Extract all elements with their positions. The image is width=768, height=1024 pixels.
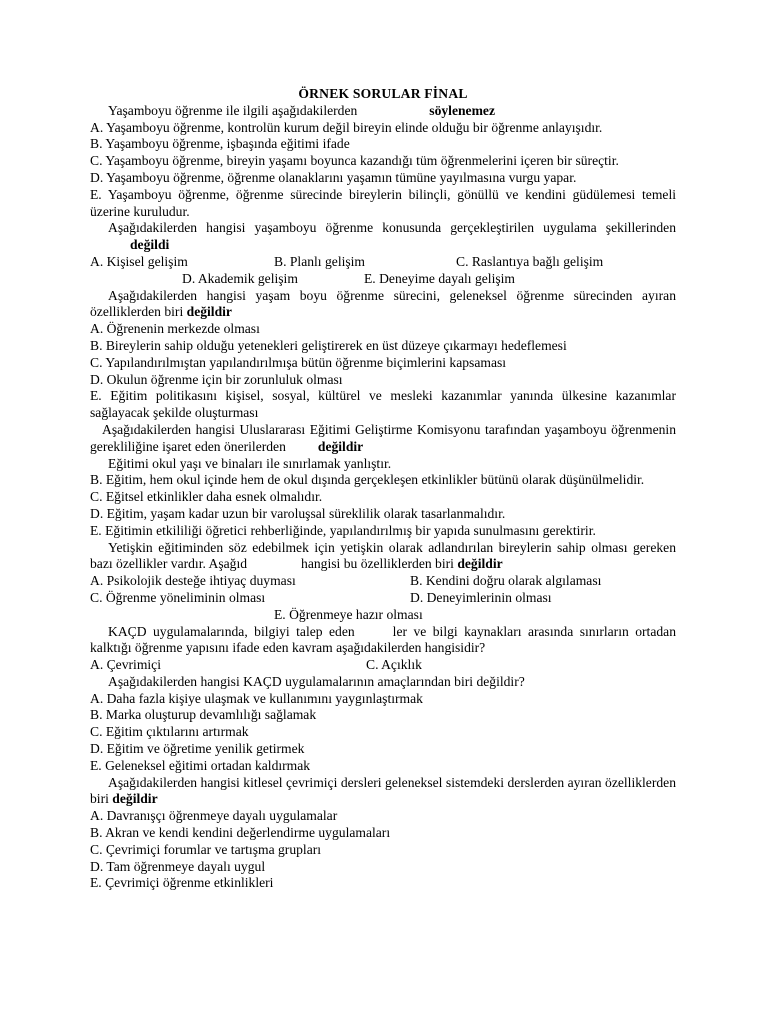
question-stem: Aşağıdakilerden hangisi yaşamboyu öğrenme konusunda gerçekleştirilen uygulama şekillerindendeğildi (108, 220, 676, 253)
question-5 (90, 540, 676, 624)
options-row (90, 573, 676, 590)
document-page (90, 86, 676, 892)
option: C. Çevrimiçi forumlar ve tartışma grupları (90, 841, 322, 857)
option: B. Planlı gelişim (274, 253, 366, 269)
option: C. Raslantıya bağlı gelişim (456, 253, 604, 269)
option: A. Yaşamboyu öğrenme, kontrolün kurum değil bireyin elinde olduğu bir öğrenme anlayışıdır. (90, 119, 603, 135)
option: C. Yapılandırılmıştan yapılandırılmışa bütün öğrenme biçimlerini kapsaması (90, 354, 507, 370)
option: Eğitimi okul yaşı ve binaları ile sınırlamak yanlıştır. (108, 455, 392, 471)
option: D. Deneyimlerinin olması (410, 589, 552, 605)
question-6 (90, 624, 676, 674)
option: C. Yaşamboyu öğrenme, bireyin yaşamı boyunca kazandığı tüm öğrenmelerini içeren bir süreçtir. (90, 153, 619, 169)
option: C. Eğitim çıktılarını artırmak (90, 724, 249, 740)
question-stem: KAÇD uygulamalarında, bilgiyi talep eden ler ve bilgi kaynakları arasında sınırların ortadan kalktığı öğrenme yapısını ifade eden kavram aşağıdakilerden hangisidir? (90, 623, 676, 656)
option: D. Okulun öğrenme için bir zorunluluk olması (90, 371, 343, 387)
option: B. Kendini doğru olarak algılaması (410, 573, 602, 589)
question-2 (90, 220, 676, 287)
question-1 (90, 103, 676, 221)
option: D. Eğitim, yaşam kadar uzun bir varoluşsal süreklilik olarak tasarlanmalıdır. (90, 505, 506, 521)
option: D. Akademik gelişim (182, 270, 298, 286)
option: E. Öğrenmeye hazır olması (274, 606, 423, 622)
option: E. Çevrimiçi öğrenme etkinlikleri (90, 875, 274, 891)
option: E. Geleneksel eğitimi ortadan kaldırmak (90, 757, 311, 773)
question-stem: Yetişkin eğitiminden söz edebilmek için yetişkin olarak adlandırılan bireylerin sahip olması gereken bazı özellikler vardır. Aşağıd hangisi bu özelliklerden biri değildir (90, 539, 676, 572)
option: B. Bireylerin sahip olduğu yetenekleri geliştirerek en üst düzeye çıkarmayı hedeflemesi (90, 337, 567, 353)
question-8 (90, 775, 676, 893)
question-4 (90, 422, 676, 540)
options-row (90, 607, 676, 624)
option: E. Eğitimin etkililiği öğretici rehberliğinde, yapılandırılmış bir yapıda sunulmasını gerektirir. (90, 522, 596, 538)
options-row (90, 254, 676, 271)
option: A. Daha fazla kişiye ulaşmak ve kullanımını yaygınlaştırmak (90, 690, 423, 706)
question-stem: Aşağıdakilerden hangisi yaşam boyu öğrenme sürecini, geleneksel öğrenme sürecinden ayıran özelliklerden biri değildir (90, 287, 676, 320)
options-row (90, 590, 676, 607)
option: B. Eğitim, hem okul içinde hem de okul dışında gerçekleşen etkinlikler bütünü olarak düşünülmelidir. (90, 472, 645, 488)
option: B. Akran ve kendi kendini değerlendirme uygulamaları (90, 825, 391, 841)
question-stem: Yaşamboyu öğrenme ile ilgili aşağıdakilerden söylenemez (108, 102, 495, 118)
option: D. Tam öğrenmeye dayalı uygul (90, 858, 266, 874)
question-7 (90, 674, 676, 775)
page-title: ÖRNEK SORULAR FİNAL (298, 86, 468, 101)
option: B. Yaşamboyu öğrenme, işbaşında eğitimi ifade (90, 136, 350, 152)
option: D. Yaşamboyu öğrenme, öğrenme olanaklarını yaşamın tümüne yayılmasına vurgu yapar. (90, 169, 577, 185)
question-stem: Aşağıdakilerden hangisi Uluslararası Eğitimi Geliştirme Komisyonu tarafından yaşamboyu öğrenmenin gerekliliğine işaret eden önerilerden değildir (90, 421, 676, 454)
option: C. Eğitsel etkinlikler daha esnek olmalıdır. (90, 489, 323, 505)
option: A. Öğrenenin merkezde olması (90, 321, 260, 337)
option: A. Davranışçı öğrenmeye dayalı uygulamalar (90, 808, 338, 824)
question-3 (90, 288, 676, 422)
option: C. Öğrenme yöneliminin olması (90, 589, 266, 605)
option: E. Deneyime dayalı gelişim (364, 270, 515, 286)
option: B. Marka oluşturup devamlılığı sağlamak (90, 707, 317, 723)
question-stem: Aşağıdakilerden hangisi kitlesel çevrimiçi dersleri geleneksel sistemdeki derslerden ayıran özelliklerden biri değildir (90, 774, 676, 807)
question-stem: Aşağıdakilerden hangisi KAÇD uygulamalarının amaçlarından biri değildir? (108, 673, 525, 689)
options-row (90, 271, 676, 288)
options-row (90, 657, 676, 674)
option: E. Eğitim politikasını kişisel, sosyal, kültürel ve mesleki kazanımlar yanında ülkesine kazanımlar sağlayacak şekilde oluşturması (90, 388, 676, 421)
option: E. Yaşamboyu öğrenme, öğrenme sürecinde bireylerin bilinçli, gönüllü ve kendini güdülemesi temeli üzerine kuruludur. (90, 186, 676, 219)
option: A. Çevrimiçi (90, 657, 161, 673)
option: C. Açıklık (366, 657, 422, 673)
option: A. Kişisel gelişim (90, 253, 188, 269)
option: D. Eğitim ve öğretime yenilik getirmek (90, 741, 305, 757)
option: A. Psikolojik desteğe ihtiyaç duyması (90, 573, 296, 589)
